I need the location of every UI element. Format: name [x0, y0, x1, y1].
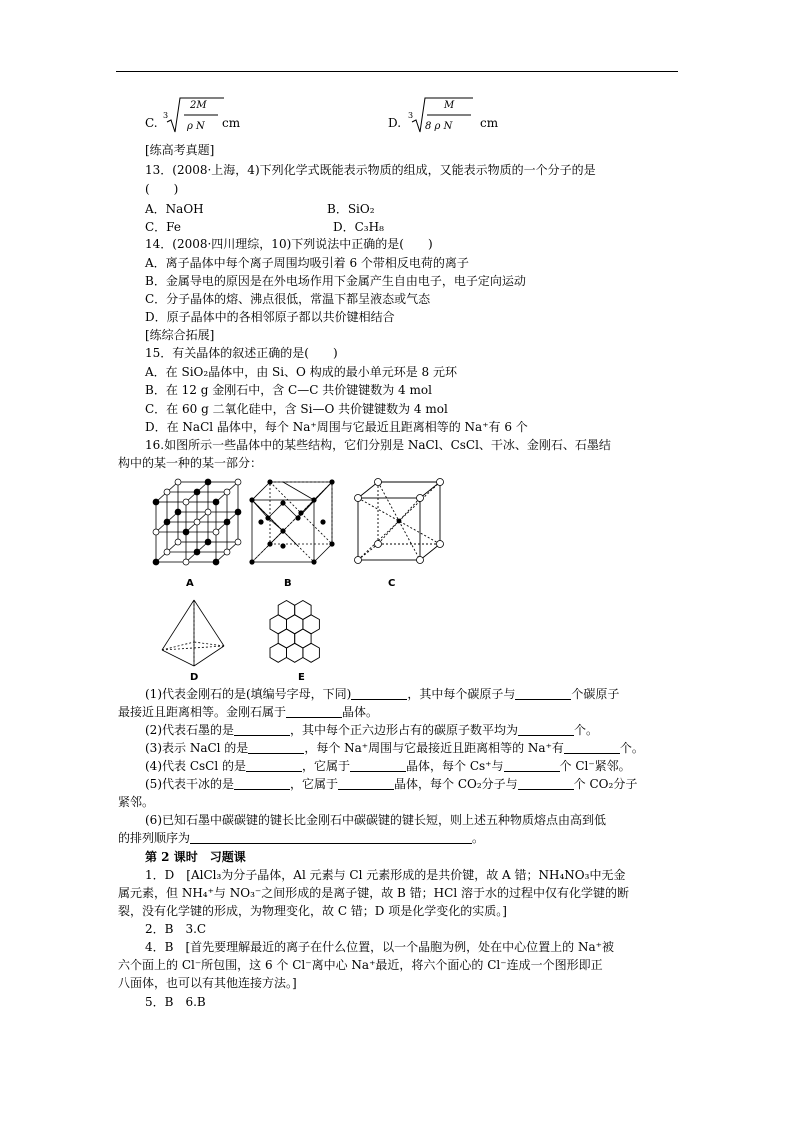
q15-option-b: B．在 12 g 金刚石中，含 C—C 共价键键数为 4 mol [145, 383, 432, 397]
figure-a-label: A [186, 578, 194, 589]
section-gaokao: [练高考真题] [145, 143, 215, 157]
answer-blank[interactable] [518, 777, 574, 790]
answer-1-line1: 1．D [AlCl₃为分子晶体，Al 元素与 Cl 元素形成的是共价键，故 A 错；NH₄NO₃中无金 [145, 868, 626, 882]
section-zonghe: [练综合拓展] [145, 328, 215, 342]
answer-blank[interactable] [351, 687, 407, 700]
q16-stem-line2: 构中的某一种的某一部分： [118, 456, 263, 470]
answer-4-line2: 六个面上的 Cl⁻所包围，这 6 个 Cl⁻离中心 Na⁺最近，将六个面心的 Cl⁻连成一个图形即正 [118, 958, 603, 972]
answer-blank[interactable] [515, 687, 571, 700]
q15-option-d: D．在 NaCl 晶体中，每个 Na⁺周围与它最近且距离相等的 Na⁺有 6 个 [145, 420, 528, 434]
answer-blank[interactable] [234, 723, 290, 736]
option-c-numerator: 2M [190, 100, 207, 111]
answer-1-line3: 裂，没有化学键的形成，为物理变化，故 C 错；D 项是化学变化的实质。] [118, 904, 507, 918]
q16-sub6-line2: 的排列顺序为 。 [118, 831, 485, 845]
q14-stem: 14．(2008·四川理综，10)下列说法中正确的是( ) [145, 237, 433, 251]
answer-4-line3: 八面体，也可以有其他连接方法。] [118, 976, 297, 990]
answer-blank[interactable] [246, 759, 302, 772]
option-c-denominator: ρ N [187, 121, 205, 132]
q15-option-a: A．在 SiO₂晶体中，由 Si、O 构成的最小单元环是 8 元环 [145, 365, 457, 379]
option-d-root-index: 3 [408, 111, 414, 120]
figure-e-graphite-honeycomb [262, 598, 346, 670]
q15-option-c: C．在 60 g 二氧化硅中，含 Si—O 共价键键数为 4 mol [145, 402, 448, 416]
q15-stem: 15．有关晶体的叙述正确的是( ) [145, 346, 338, 360]
answer-blank[interactable] [518, 723, 574, 736]
figure-c-label: C [388, 578, 396, 589]
answer-1-line2: 属元素，但 NH₄⁺与 NO₃⁻之间形成的是离子键，故 B 错；HCl 溶于水的过程中仅有化学键的断 [118, 886, 629, 900]
figure-a-nacl-lattice [150, 478, 244, 570]
figure-d-label: D [190, 672, 199, 683]
q16-sub2: (2)代表石墨的是 ，其中每个正六边形占有的碳原子数平均为 个。 [145, 723, 599, 737]
hexagon-ring [303, 643, 320, 662]
q13-option-c: C．Fe [145, 220, 181, 234]
option-d-denominator: 8 ρ N [425, 121, 453, 132]
figure-b-label: B [284, 578, 292, 589]
option-c-root-index: 3 [163, 111, 169, 120]
q16-sub4: (4)代表 CsCl 的是 ，它属于 晶体，每个 Cs⁺与 个 Cl⁻紧邻。 [145, 759, 631, 773]
answer-blank[interactable] [286, 705, 342, 718]
figure-e-label: E [298, 672, 305, 683]
option-c-unit: cm [222, 116, 241, 130]
answer-5-6: 5．B 6.B [145, 995, 206, 1009]
answer-4-line1: 4．B [首先要理解最近的离子在什么位置，以一个晶胞为例，处在中心位置上的 Na⁺被 [145, 940, 614, 954]
answer-blank[interactable] [338, 777, 394, 790]
q13-paren: ( ) [145, 182, 179, 196]
q13-option-b: B．SiO₂ [327, 202, 375, 216]
answer-blank[interactable] [350, 759, 406, 772]
answer-blank[interactable] [564, 741, 620, 754]
q13-option-a: A．NaOH [145, 202, 204, 216]
figure-c-cscl-lattice [352, 478, 446, 570]
q13-option-d: D．C₃H₈ [333, 220, 384, 234]
option-d-label: D. [388, 116, 402, 130]
answer-section-title: 第 2 课时 习题课 [145, 850, 246, 864]
q14-option-b: B．金属导电的原因是在外电场作用下金属产生自由电子，电子定向运动 [145, 274, 526, 288]
option-d-numerator: M [444, 100, 455, 111]
q14-option-a: A．离子晶体中每个离子周围均吸引着 6 个带相反电荷的离子 [145, 256, 469, 270]
answer-blank[interactable] [234, 777, 290, 790]
q16-sub5-line2: 紧邻。 [118, 795, 155, 809]
q16-sub3: (3)表示 NaCl 的是 ，每个 Na⁺周围与它最接近且距离相等的 Na⁺有 个。 [145, 741, 644, 755]
q16-sub5-line1: (5)代表干冰的是 ，它属于 晶体，每个 CO₂分子与 个 CO₂分子 [145, 777, 638, 791]
q16-sub6-line1: (6)已知石墨中碳碳键的键长比金刚石中碳碳键的键长短，则上述五种物质熔点由高到低 [145, 813, 607, 827]
hexagon-ring [270, 643, 287, 662]
figure-b-diamond-lattice [248, 478, 336, 570]
q16-sub1-line1: (1)代表金刚石的是(填编号字母，下同) ，其中每个碳原子与 个碳原子 [145, 687, 620, 701]
answer-blank[interactable] [504, 759, 560, 772]
q16-sub1-line2: 最接近且距离相等。金刚石属于 晶体。 [118, 705, 379, 719]
answer-2-3: 2．B 3.C [145, 922, 207, 936]
q14-option-d: D．原子晶体中的各相邻原子都以共价键相结合 [145, 310, 395, 324]
option-c-label: C. [145, 116, 158, 130]
figure-d-tetrahedron [158, 598, 228, 668]
answer-blank[interactable] [248, 741, 304, 754]
q13-stem: 13．(2008·上海，4)下列化学式既能表示物质的组成，又能表示物质的一个分子的是 [145, 163, 596, 177]
answer-blank[interactable] [190, 831, 472, 844]
header-rule [116, 71, 678, 72]
hexagon-ring [287, 643, 303, 662]
q16-stem-line1: 16.如图所示一些晶体中的某些结构，它们分别是 NaCl、CsCl、干冰、金刚石、石墨结 [145, 438, 611, 452]
option-d-unit: cm [480, 116, 499, 130]
q14-option-c: C．分子晶体的熔、沸点很低，常温下都呈液态或气态 [145, 292, 431, 306]
